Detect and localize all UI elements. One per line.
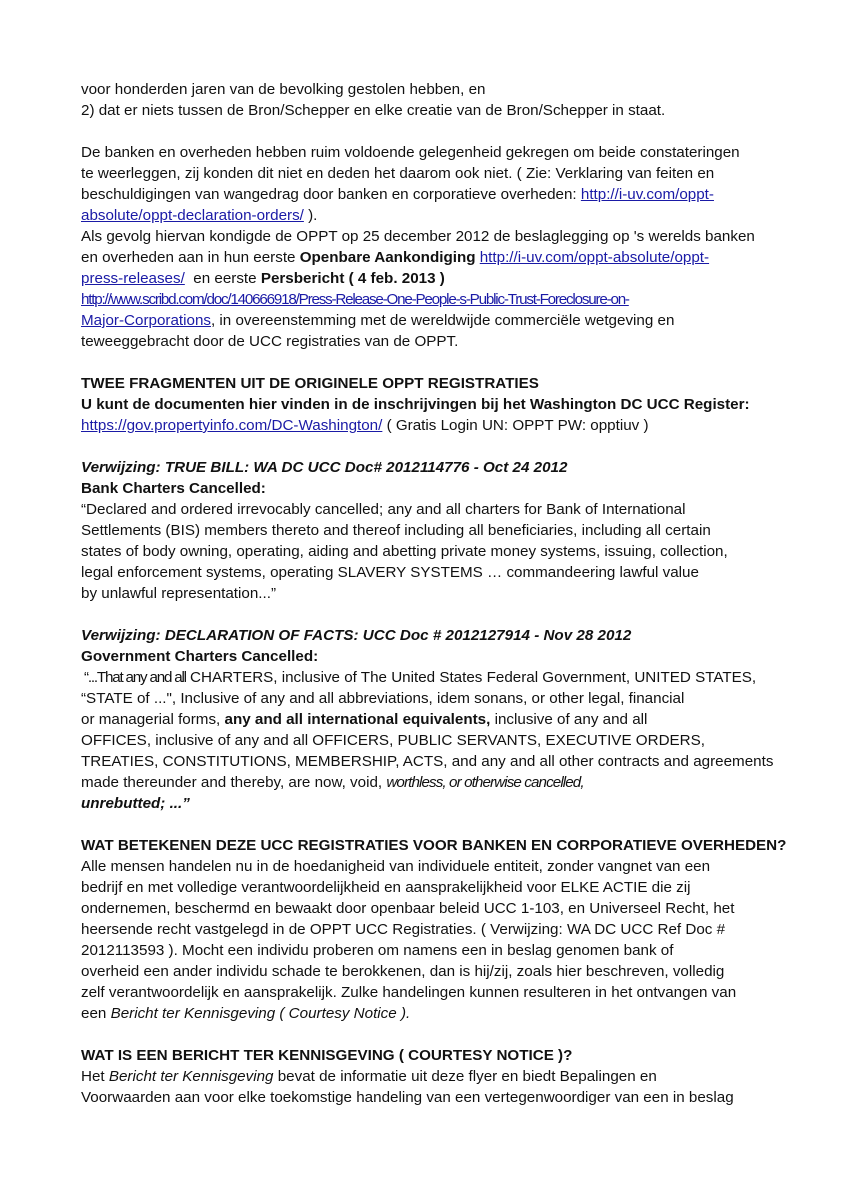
section2-line-2: bedrijf en met volledige verantwoordelijkheid en aansprakelijkheid voor ELKE ACTIE die zij xyxy=(81,879,691,896)
scribd-link-part1[interactable]: http://www.scribd.com/doc/140666918/Press-Release-One-People-s-Public-Trust-Foreclosure-on- xyxy=(81,291,629,308)
section2-line-3: ondernemen, beschermd en bewaakt door openbaar beleid UCC 1-103, en Universeel Recht, het xyxy=(81,900,735,917)
para1-line-1: De banken en overheden hebben ruim voldoende gelegenheid gekregen om beide constateringen xyxy=(81,144,740,161)
section2-line-7: zelf verantwoordelijk en aansprakelijk. Zulke handelingen kunnen resulteren in het ontvangen van xyxy=(81,984,737,1001)
declaration-orders-link-part2[interactable]: absolute/oppt-declaration-orders/ xyxy=(81,207,304,224)
login-info: ( Gratis Login UN: OPPT PW: opptiuv ) xyxy=(382,417,649,434)
declaration-orders-link-part1[interactable]: http://i-uv.com/oppt- xyxy=(580,186,714,203)
section2-line-1: Alle mensen handelen nu in de hoedanigheid van individuele entiteit, zonder vangnet van een xyxy=(81,858,711,875)
fragment2-title: Government Charters Cancelled: xyxy=(81,648,319,665)
dc-register-link[interactable]: https://gov.propertyinfo.com/DC-Washington/ xyxy=(81,417,383,434)
fragment2-line-3: or managerial forms, any and all international equivalents, inclusive of any and all xyxy=(81,711,648,728)
para1-text: beschuldigingen van wangedrag door banken en corporatieve overheden: xyxy=(81,186,581,203)
section2-line-6: overheid een ander individu schade te berokkenen, dan is hij/zij, zoals hier beschreven, volledig xyxy=(81,963,725,980)
section3-line-2: Voorwaarden aan voor elke toekomstige handeling van een vertegenwoordiger van een in beslag xyxy=(81,1089,734,1106)
section2-heading: WAT BETEKENEN DEZE UCC REGISTRATIES VOOR BANKEN EN CORPORATIEVE OVERHEDEN? xyxy=(81,837,787,854)
intro-line-1: voor honderden jaren van de bevolking gestolen hebben, en xyxy=(81,81,486,98)
fragment1-title: Bank Charters Cancelled: xyxy=(81,480,266,497)
section2-line-5: 2012113593 ). Mocht een individu proberen om namens een in beslag genomen bank of xyxy=(81,942,674,959)
press-release-label: Persbericht ( 4 feb. 2013 ) xyxy=(260,270,445,287)
fragment1-line-3: states of body owning, operating, aiding and abetting private money systems, issuing, collection, xyxy=(81,543,728,560)
fragment1-line-4: legal enforcement systems, operating SLAVERY SYSTEMS … commandeering lawful value xyxy=(81,564,699,581)
scribd-link-part2[interactable]: Major-Corporations xyxy=(81,312,211,329)
fragment2-line-5: TREATIES, CONSTITUTIONS, MEMBERSHIP, ACTS, and any and all other contracts and agreements xyxy=(81,753,774,770)
para2-line-6: teweeggebracht door de UCC registraties van de OPPT. xyxy=(81,333,459,350)
para2-line-3: press-releases/ en eerste Persbericht ( 4 feb. 2013 ) xyxy=(81,270,445,287)
press-releases-link-part1[interactable]: http://i-uv.com/oppt-absolute/oppt- xyxy=(479,249,710,266)
para2-line-4 xyxy=(81,289,781,310)
fragment2-line-6: made thereunder and thereby, are now, void, worthless, or otherwise cancelled, xyxy=(81,774,584,791)
fragment1-reference: Verwijzing: TRUE BILL: WA DC UCC Doc# 2012114776 - Oct 24 2012 xyxy=(81,459,568,476)
section2-line-4: heersende recht vastgelegd in de OPPT UCC Registraties. ( Verwijzing: WA DC UCC Ref Doc # xyxy=(81,921,726,938)
fragment2-reference: Verwijzing: DECLARATION OF FACTS: UCC Doc # 2012127914 - Nov 28 2012 xyxy=(81,627,632,644)
fragment1-line-5: by unlawful representation...” xyxy=(81,585,277,602)
section1-link-line xyxy=(81,415,781,436)
section3-line-1: Het Bericht ter Kennisgeving bevat de informatie uit deze flyer en biedt Bepalingen en xyxy=(81,1068,657,1085)
para1-line-4: absolute/oppt-declaration-orders/ ). xyxy=(81,207,318,224)
fragment2-line-2: “STATE of ...", Inclusive of any and all abbreviations, idem sonans, or other legal, financial xyxy=(81,690,685,707)
fragment2-line-1: “...That any and all CHARTERS, inclusive of The United States Federal Government, UNITED STATES, xyxy=(81,669,757,686)
section1-subheading: U kunt de documenten hier vinden in de inschrijvingen bij het Washington DC UCC Register: xyxy=(81,396,750,413)
document-page xyxy=(81,79,787,1108)
fragment2-line-4: OFFICES, inclusive of any and all OFFICERS, PUBLIC SERVANTS, EXECUTIVE ORDERS, xyxy=(81,732,705,749)
fragment2-line-7: unrebutted; ...” xyxy=(81,795,190,812)
section1-heading: TWEE FRAGMENTEN UIT DE ORIGINELE OPPT REGISTRATIES xyxy=(81,375,539,392)
section2-line-8: een Bericht ter Kennisgeving ( Courtesy Notice ). xyxy=(81,1005,411,1022)
para2-line-5: Major-Corporations, in overeenstemming met de wereldwijde commerciële wetgeving en xyxy=(81,312,675,329)
para1-line-2: te weerleggen, zij konden dit niet en deden het daarom ook niet. ( Zie: Verklaring van feiten en xyxy=(81,165,715,182)
public-announcement-label: Openbare Aankondiging xyxy=(299,249,476,266)
fragment1-line-2: Settlements (BIS) members thereto and thereof including all beneficiaries, including all certain xyxy=(81,522,711,539)
press-releases-link-part2[interactable]: press-releases/ xyxy=(81,270,185,287)
para2-line-1: Als gevolg hiervan kondigde de OPPT op 25 december 2012 de beslaglegging op 's werelds banken xyxy=(81,228,755,245)
intro-line-2: 2) dat er niets tussen de Bron/Schepper en elke creatie van de Bron/Schepper in staat. xyxy=(81,102,666,119)
fragment1-line-1: “Declared and ordered irrevocably cancelled; any and all charters for Bank of International xyxy=(81,501,686,518)
para1-line-3 xyxy=(81,184,781,205)
section3-heading: WAT IS EEN BERICHT TER KENNISGEVING ( COURTESY NOTICE )? xyxy=(81,1047,573,1064)
para2-line-2: en overheden aan in hun eerste Openbare Aankondiging http://i-uv.com/oppt-absolute/oppt- xyxy=(81,249,710,266)
